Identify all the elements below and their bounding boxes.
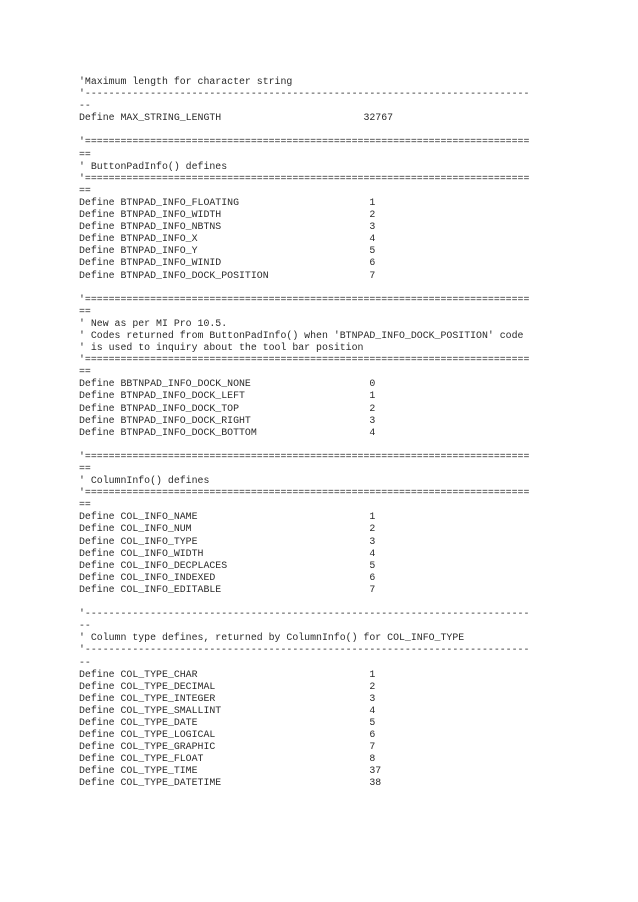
code-line: Define BTNPAD_INFO_X 4 <box>79 233 376 245</box>
code-line: Define COL_TYPE_LOGICAL 6 <box>79 729 376 741</box>
code-line: Define COL_TYPE_DATE 5 <box>79 716 376 728</box>
code-line: Define COL_TYPE_FLOAT 8 <box>79 753 376 765</box>
code-line: Define MAX_STRING_LENGTH 32767 <box>79 112 394 124</box>
code-line: '=========================================================================== <box>79 172 530 184</box>
code-line: ' ButtonPadInfo() defines <box>79 160 228 172</box>
code-line: Define BTNPAD_INFO_WINID 6 <box>79 257 376 269</box>
code-line: 'Maximum length for character string <box>79 76 293 87</box>
code-listing <box>79 76 561 790</box>
code-line: -- <box>79 656 91 668</box>
code-line: '=========================================================================== <box>79 136 530 148</box>
code-line: '--------------------------------------------------------------------------- <box>79 88 530 100</box>
code-line: -- <box>79 620 91 632</box>
code-line: '--------------------------------------------------------------------------- <box>79 644 530 656</box>
code-line: Define COL_INFO_EDITABLE 7 <box>79 583 376 595</box>
code-line: Define COL_TYPE_DATETIME 38 <box>79 777 382 789</box>
code-line: Define COL_INFO_INDEXED 6 <box>79 571 376 583</box>
code-line: Define BTNPAD_INFO_DOCK_LEFT 1 <box>79 390 376 402</box>
code-line: ' ColumnInfo() defines <box>79 475 210 487</box>
code-line: '=========================================================================== <box>79 354 530 366</box>
code-line: Define COL_TYPE_TIME 37 <box>79 765 382 777</box>
code-line: Define BTNPAD_INFO_WIDTH 2 <box>79 209 376 221</box>
code-line: Define COL_TYPE_INTEGER 3 <box>79 692 376 704</box>
code-line: Define BBTNPAD_INFO_DOCK_NONE 0 <box>79 378 376 390</box>
code-line: Define BTNPAD_INFO_Y 5 <box>79 245 376 257</box>
code-line: == <box>79 184 91 196</box>
code-line: ' is used to inquiry about the tool bar position <box>79 342 364 354</box>
code-line: == <box>79 305 91 317</box>
code-line: Define COL_INFO_TYPE 3 <box>79 535 376 547</box>
code-line: Define COL_TYPE_SMALLINT 4 <box>79 704 376 716</box>
blank-line <box>79 282 561 294</box>
code-line: ' New as per MI Pro 10.5. <box>79 317 228 329</box>
blank-line <box>79 124 561 136</box>
code-line: '=========================================================================== <box>79 450 530 462</box>
code-line: Define BTNPAD_INFO_DOCK_BOTTOM 4 <box>79 426 376 438</box>
code-line: Define COL_TYPE_CHAR 1 <box>79 668 376 680</box>
code-line: == <box>79 148 91 160</box>
code-line: -- <box>79 100 91 112</box>
code-line: Define BTNPAD_INFO_DOCK_TOP 2 <box>79 402 376 414</box>
code-line: ' Codes returned from ButtonPadInfo() when 'BTNPAD_INFO_DOCK_POSITION' code <box>79 329 524 341</box>
code-line: Define COL_INFO_NAME 1 <box>79 511 376 523</box>
code-line: == <box>79 463 91 474</box>
code-line: Define BTNPAD_INFO_DOCK_POSITION 7 <box>79 269 376 281</box>
code-line: '=========================================================================== <box>79 487 530 499</box>
code-line: Define BTNPAD_INFO_FLOATING 1 <box>79 196 376 208</box>
code-line: == <box>79 499 91 511</box>
code-line: == <box>79 366 91 378</box>
code-line: '--------------------------------------------------------------------------- <box>79 608 530 620</box>
code-line: Define COL_INFO_NUM 2 <box>79 523 376 535</box>
code-line: Define BTNPAD_INFO_DOCK_RIGHT 3 <box>79 414 376 426</box>
code-line: '=========================================================================== <box>79 293 530 305</box>
code-line: ' Column type defines, returned by ColumnInfo() for COL_INFO_TYPE <box>79 632 465 644</box>
code-line: Define COL_INFO_WIDTH 4 <box>79 547 376 559</box>
blank-line <box>79 439 561 451</box>
code-line: Define COL_INFO_DECPLACES 5 <box>79 559 376 571</box>
code-line: Define COL_TYPE_GRAPHIC 7 <box>79 741 376 753</box>
code-line: Define BTNPAD_INFO_NBTNS 3 <box>79 221 376 233</box>
blank-line <box>79 596 561 608</box>
code-line: Define COL_TYPE_DECIMAL 2 <box>79 680 376 692</box>
